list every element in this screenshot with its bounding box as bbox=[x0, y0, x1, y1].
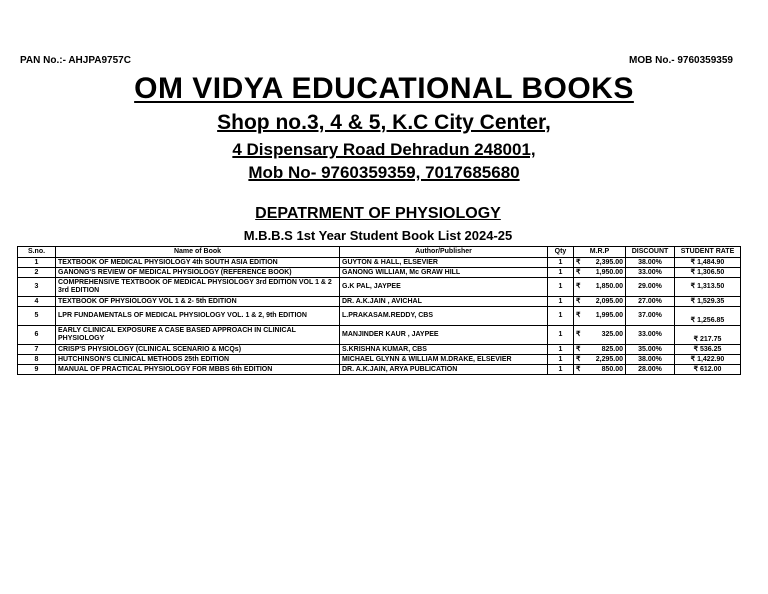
address-line-1 bbox=[0, 110, 768, 136]
row-mrp bbox=[574, 355, 626, 365]
row-qty: 1 bbox=[548, 355, 574, 365]
row-qty: 1 bbox=[548, 258, 574, 268]
row-name: TEXTBOOK OF MEDICAL PHYSIOLOGY 4th SOUTH ASIA EDITION bbox=[56, 258, 340, 268]
address-line-3 bbox=[0, 163, 768, 183]
row-qty: 1 bbox=[548, 365, 574, 375]
store-title-text: OM VIDYA EDUCATIONAL BOOKS bbox=[134, 72, 634, 105]
row-author: DR. A.K.JAIN, ARYA PUBLICATION bbox=[340, 365, 548, 375]
row-student-rate: ₹ 612.00 bbox=[675, 365, 741, 375]
row-discount: 38.00% bbox=[626, 355, 675, 365]
row-mrp bbox=[574, 326, 626, 345]
col-name: Name of Book bbox=[56, 247, 340, 258]
row-qty: 1 bbox=[548, 307, 574, 326]
table-row bbox=[18, 258, 741, 268]
table-row bbox=[18, 278, 741, 297]
mrp-value: 2,295.00 bbox=[595, 355, 623, 363]
currency-symbol: ₹ bbox=[576, 258, 581, 266]
mrp-value: 2,095.00 bbox=[595, 297, 623, 305]
table-row bbox=[18, 297, 741, 307]
row-mrp bbox=[574, 307, 626, 326]
col-student-rate: STUDENT RATE bbox=[675, 247, 741, 258]
col-sno: S.no. bbox=[18, 247, 56, 258]
row-student-rate: ₹ 536.25 bbox=[675, 345, 741, 355]
currency-symbol: ₹ bbox=[576, 365, 581, 373]
mrp-value: 1,850.00 bbox=[595, 283, 623, 290]
row-sno: 2 bbox=[18, 268, 56, 278]
row-mrp bbox=[574, 297, 626, 307]
row-qty: 1 bbox=[548, 297, 574, 307]
mrp-value: 1,995.00 bbox=[595, 312, 623, 319]
mrp-value: 325.00 bbox=[601, 331, 623, 338]
row-sno: 1 bbox=[18, 258, 56, 268]
row-qty: 1 bbox=[548, 268, 574, 278]
currency-symbol: ₹ bbox=[576, 268, 581, 276]
row-name: CRISP'S PHYSIOLOGY (CLINICAL SCENARIO & MCQs) bbox=[56, 345, 340, 355]
row-discount: 35.00% bbox=[626, 345, 675, 355]
row-student-rate: ₹ 1,422.90 bbox=[675, 355, 741, 365]
table-row bbox=[18, 268, 741, 278]
mobile-number: MOB No.- 9760359359 bbox=[629, 55, 733, 66]
row-sno: 5 bbox=[18, 307, 56, 326]
row-student-rate: ₹ 1,313.50 bbox=[675, 278, 741, 297]
row-name: EARLY CLINICAL EXPOSURE A CASE BASED APPROACH IN CLINICAL PHYSIOLOGY bbox=[56, 326, 340, 345]
row-mrp bbox=[574, 268, 626, 278]
row-sno: 7 bbox=[18, 345, 56, 355]
address-line-1-text: Shop no.3, 4 & 5, K.C City Center, bbox=[217, 111, 551, 134]
book-list-title: M.B.B.S 1st Year Student Book List 2024-25 bbox=[243, 228, 513, 243]
row-sno: 9 bbox=[18, 365, 56, 375]
table-row bbox=[18, 345, 741, 355]
department-heading bbox=[0, 204, 756, 224]
col-discount: DISCOUNT bbox=[626, 247, 675, 258]
row-discount: 33.00% bbox=[626, 268, 675, 278]
row-author: MANJINDER KAUR , JAYPEE bbox=[340, 326, 548, 345]
department-heading-text: DEPATRMENT OF PHYSIOLOGY bbox=[255, 205, 501, 222]
row-sno: 8 bbox=[18, 355, 56, 365]
row-name: MANUAL OF PRACTICAL PHYSIOLOGY FOR MBBS 6th EDITION bbox=[56, 365, 340, 375]
table-header-row bbox=[18, 247, 741, 258]
row-qty: 1 bbox=[548, 326, 574, 345]
mrp-value: 2,395.00 bbox=[595, 258, 623, 266]
currency-symbol: ₹ bbox=[576, 283, 581, 290]
row-mrp bbox=[574, 278, 626, 297]
store-title bbox=[0, 72, 768, 106]
row-student-rate: ₹ 217.75 bbox=[675, 326, 741, 345]
row-author: L.PRAKASAM.REDDY, CBS bbox=[340, 307, 548, 326]
address-line-2-text: 4 Dispensary Road Dehradun 248001, bbox=[232, 140, 536, 159]
currency-symbol: ₹ bbox=[576, 312, 581, 319]
table-row bbox=[18, 307, 741, 326]
currency-symbol: ₹ bbox=[576, 297, 581, 305]
row-discount: 27.00% bbox=[626, 297, 675, 307]
col-mrp: M.R.P bbox=[574, 247, 626, 258]
row-sno: 6 bbox=[18, 326, 56, 345]
col-qty: Qty bbox=[548, 247, 574, 258]
table-row bbox=[18, 355, 741, 365]
row-author: MICHAEL GLYNN & WILLIAM M.DRAKE, ELSEVIER bbox=[340, 355, 548, 365]
row-author: S.KRISHNA KUMAR, CBS bbox=[340, 345, 548, 355]
row-student-rate: ₹ 1,256.85 bbox=[675, 307, 741, 326]
row-mrp bbox=[574, 365, 626, 375]
row-discount: 37.00% bbox=[626, 307, 675, 326]
row-name: LPR FUNDAMENTALS OF MEDICAL PHYSIOLOGY VOL. 1 & 2, 9th EDITION bbox=[56, 307, 340, 326]
row-author: GANONG WILLIAM, Mc GRAW HILL bbox=[340, 268, 548, 278]
row-author: GUYTON & HALL, ELSEVIER bbox=[340, 258, 548, 268]
address-line-3-text: Mob No- 9760359359, 7017685680 bbox=[248, 163, 520, 182]
row-discount: 33.00% bbox=[626, 326, 675, 345]
currency-symbol: ₹ bbox=[576, 345, 581, 353]
currency-symbol: ₹ bbox=[576, 355, 581, 363]
row-author: G.K PAL, JAYPEE bbox=[340, 278, 548, 297]
currency-symbol: ₹ bbox=[576, 331, 581, 338]
col-author: Author/Publisher bbox=[340, 247, 548, 258]
row-name: COMPREHENSIVE TEXTBOOK OF MEDICAL PHYSIOLOGY 3rd EDITION VOL 1 & 2 3rd EDITION bbox=[56, 278, 340, 297]
address-line-2 bbox=[0, 140, 768, 160]
row-qty: 1 bbox=[548, 345, 574, 355]
row-student-rate: ₹ 1,484.90 bbox=[675, 258, 741, 268]
row-sno: 4 bbox=[18, 297, 56, 307]
row-author: DR. A.K.JAIN , AVICHAL bbox=[340, 297, 548, 307]
row-name: GANONG'S REVIEW OF MEDICAL PHYSIOLOGY (REFERENCE BOOK) bbox=[56, 268, 340, 278]
row-name: HUTCHINSON'S CLINICAL METHODS 25th EDITION bbox=[56, 355, 340, 365]
mrp-value: 850.00 bbox=[601, 365, 623, 373]
row-qty: 1 bbox=[548, 278, 574, 297]
pan-number: PAN No.:- AHJPA9757C bbox=[20, 55, 131, 66]
row-discount: 28.00% bbox=[626, 365, 675, 375]
table-row bbox=[18, 326, 741, 345]
row-discount: 38.00% bbox=[626, 258, 675, 268]
mrp-value: 825.00 bbox=[601, 345, 623, 353]
row-student-rate: ₹ 1,529.35 bbox=[675, 297, 741, 307]
row-student-rate: ₹ 1,306.50 bbox=[675, 268, 741, 278]
row-mrp bbox=[574, 345, 626, 355]
table-row bbox=[18, 365, 741, 375]
row-name: TEXTBOOK OF PHYSIOLOGY VOL 1 & 2- 5th EDITION bbox=[56, 297, 340, 307]
row-mrp bbox=[574, 258, 626, 268]
book-list-table bbox=[17, 246, 741, 375]
row-sno: 3 bbox=[18, 278, 56, 297]
mrp-value: 1,950.00 bbox=[595, 268, 623, 276]
row-discount: 29.00% bbox=[626, 278, 675, 297]
